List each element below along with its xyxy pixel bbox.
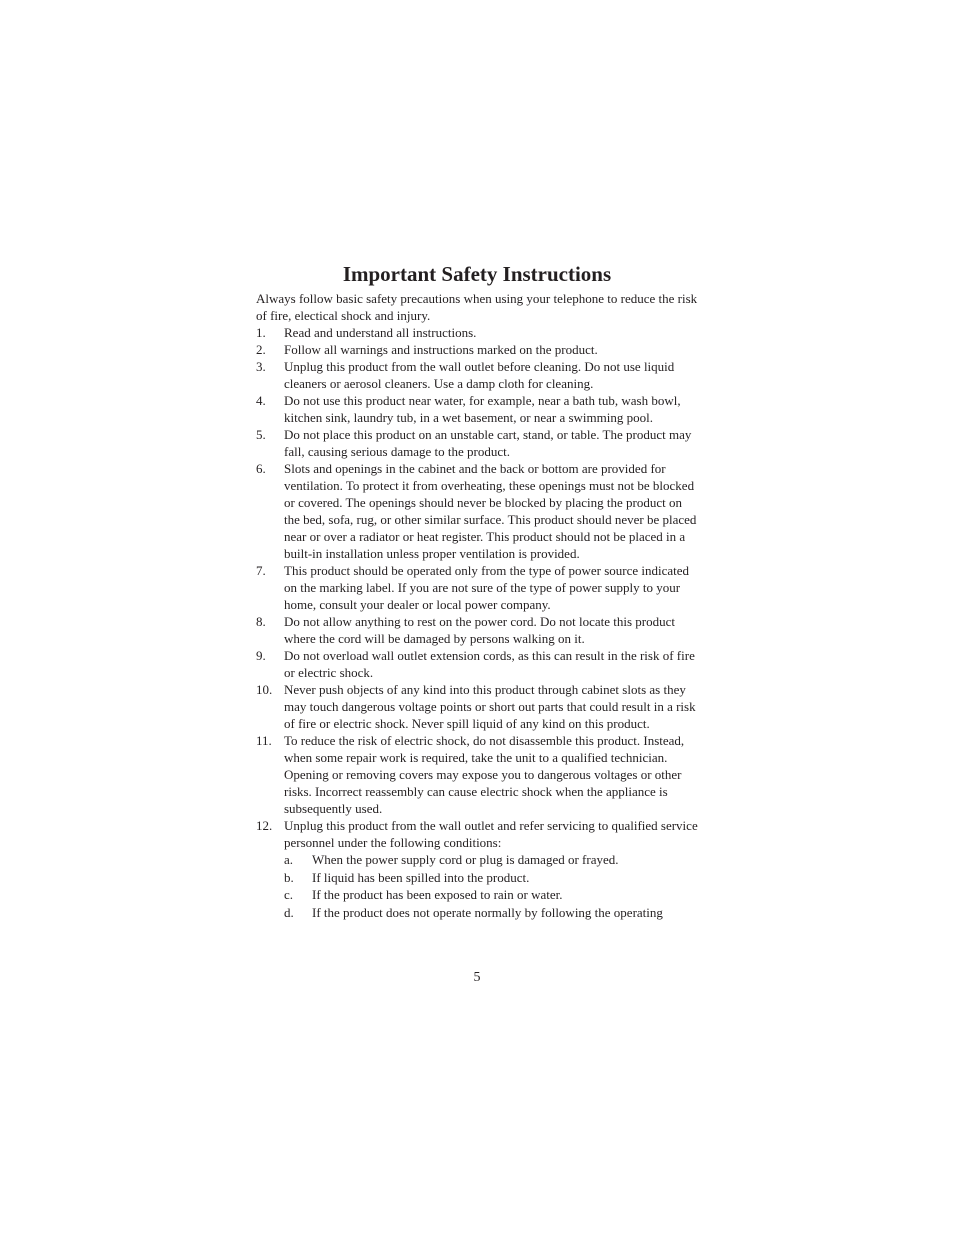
document-page (256, 262, 698, 921)
list-item (256, 460, 698, 562)
item-text: Read and understand all instructions. (284, 325, 477, 340)
item-number: 5. (256, 427, 266, 442)
list-item (256, 324, 698, 341)
list-item (256, 647, 698, 681)
instruction-list (256, 324, 698, 921)
item-number: 7. (256, 563, 266, 578)
list-item (256, 358, 698, 392)
intro-paragraph: Always follow basic safety precautions when using your telephone to reduce the risk of fire, electical shock and injury. (256, 291, 698, 323)
item-number: 4. (256, 393, 266, 408)
sublist-item (284, 851, 698, 869)
list-item (256, 341, 698, 358)
list-item (256, 392, 698, 426)
subitem-letter: d. (284, 904, 294, 920)
sublist-item (284, 904, 698, 922)
subitem-letter: c. (284, 887, 294, 903)
subitem-letter: a. (284, 852, 294, 867)
list-item (256, 613, 698, 647)
item-number: 10. (256, 682, 273, 697)
item-text: Do not use this product near water, for example, near a bath tub, wash bowl, kitchen sink, laundry tub, in a wet basement, or near a swimming pool. (284, 393, 681, 425)
item-number: 9. (256, 648, 266, 663)
sublist-item (284, 869, 698, 887)
item-text: Do not place this product on an unstable cart, stand, or table. The product may fall, causing serious damage to the product. (284, 427, 692, 459)
subitem-text: If the product does not operate normally by following the operating (312, 904, 663, 920)
page-title: Important Safety Instructions (342, 262, 612, 286)
item-text: Unplug this product from the wall outlet before cleaning. Do not use liquid cleaners or aerosol cleaners. Use a damp cloth for cleaning. (284, 359, 675, 391)
item-text: To reduce the risk of electric shock, do not disassemble this product. Instead, when some repair work is required, take the unit to a qualified technician. Opening or removing covers may expose you to dangerous voltages or other risks. Incorrect reassembly can cause electric shock when the appliance is subsequently used. (284, 733, 685, 816)
subitem-text: When the power supply cord or plug is damaged or frayed. (312, 852, 619, 867)
item-number: 11. (256, 733, 272, 748)
condition-sublist (284, 851, 698, 921)
item-text: Do not allow anything to rest on the power cord. Do not locate this product where the cord will be damaged by persons walking on it. (284, 614, 676, 646)
item-text: Do not overload wall outlet extension cords, as this can result in the risk of fire or electric shock. (284, 648, 695, 680)
subitem-text: If the product has been exposed to rain or water. (312, 887, 563, 903)
item-text: Unplug this product from the wall outlet and refer servicing to qualified service personnel under the following conditions: (284, 818, 698, 850)
list-item (256, 562, 698, 613)
item-number: 8. (256, 614, 266, 629)
list-item (256, 426, 698, 460)
item-number: 2. (256, 342, 266, 357)
item-text: Follow all warnings and instructions marked on the product. (284, 342, 598, 357)
item-number: 6. (256, 461, 266, 476)
item-number: 1. (256, 325, 266, 340)
item-number: 3. (256, 359, 266, 374)
item-number: 12. (256, 818, 273, 833)
item-text: Never push objects of any kind into this product through cabinet slots as they may touch dangerous voltage points or short out parts that could result in a risk of fire or electric shock. Never spill liquid of any kind on this product. (284, 682, 696, 731)
page-number: 5 (473, 970, 481, 985)
list-item (256, 681, 698, 732)
item-text: This product should be operated only from the type of power source indicated on the marking label. If you are not sure of the type of power supply to your home, consult your dealer or local power company. (284, 563, 690, 612)
sublist-item (284, 886, 698, 904)
list-item (256, 817, 698, 921)
list-item (256, 732, 698, 817)
subitem-text: If liquid has been spilled into the product. (312, 869, 530, 885)
item-text: Slots and openings in the cabinet and the back or bottom are provided for ventilation. To protect it from overheating, these openings must not be blocked or covered. The openings should never be blocked by placing the product on the bed, sofa, rug, or other similar surface. This product should never be placed near or over a radiator or heat register. This product should not be placed in a built-in installation unless proper ventilation is provided. (284, 461, 697, 561)
subitem-letter: b. (284, 869, 294, 885)
